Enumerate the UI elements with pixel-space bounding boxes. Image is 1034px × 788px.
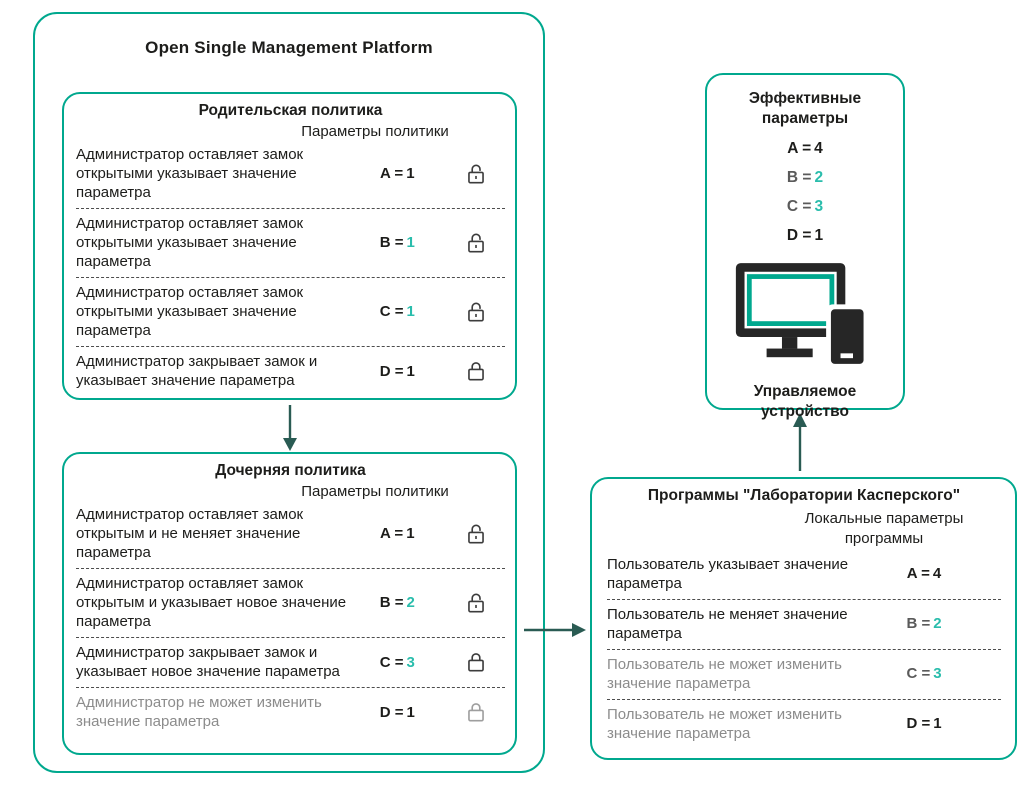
- row-param-value: [859, 715, 989, 732]
- param-number: 1: [406, 525, 415, 543]
- row-description: Пользователь не может изменить значение параметра: [607, 655, 842, 692]
- effective-params-box: [705, 73, 905, 421]
- row-description: Пользователь указывает значение параметра: [607, 555, 849, 592]
- row-param-value: [347, 654, 447, 671]
- row-param-value: [347, 363, 447, 380]
- closed-lock-icon: [447, 358, 505, 384]
- param-label: B =: [379, 234, 404, 252]
- parent-policy-column-header: Параметры политики: [301, 123, 449, 140]
- param-number: 2: [814, 169, 824, 187]
- table-row: [76, 278, 505, 347]
- kaspersky-apps-box: [590, 477, 1017, 760]
- child-policy-box: [62, 452, 517, 755]
- arrow-down-icon: [281, 405, 299, 451]
- param-number: 3: [406, 653, 415, 671]
- row-description: Пользователь не меняет значение параметра: [607, 605, 848, 642]
- param-label: A =: [906, 565, 930, 583]
- row-param-value: [347, 165, 447, 182]
- open-lock-icon: [447, 230, 505, 256]
- param-number: 1: [933, 715, 942, 733]
- platform-title: Open Single Management Platform: [145, 38, 433, 57]
- param-label: C =: [906, 665, 931, 683]
- row-param-value: [347, 594, 447, 611]
- param-label: C =: [379, 303, 404, 321]
- row-param-value: [859, 665, 989, 682]
- param-label: B =: [379, 594, 404, 612]
- closed-lock-icon: [447, 699, 505, 725]
- table-row: [76, 688, 505, 737]
- table-row: [76, 569, 505, 638]
- param-label: B =: [906, 615, 931, 633]
- open-lock-icon: [447, 521, 505, 547]
- row-param-value: [347, 303, 447, 320]
- row-param-value: [347, 234, 447, 251]
- param-label: A =: [787, 140, 812, 158]
- child-policy-column-header: Параметры политики: [301, 483, 449, 500]
- child-policy-title: Дочерняя политика: [215, 462, 366, 479]
- param-label: C =: [786, 198, 812, 216]
- table-row: [76, 347, 505, 396]
- open-lock-icon: [447, 299, 505, 325]
- param-label: B =: [786, 169, 812, 187]
- table-row: [76, 209, 505, 278]
- effective-params-title: Эффективные параметры: [748, 90, 862, 128]
- row-description: Администратор оставляет замок открытым и не меняет значение параметра: [76, 506, 304, 562]
- param-number: 3: [814, 198, 824, 216]
- parent-policy-title: Родительская политика: [198, 102, 383, 119]
- managed-device-icon: [733, 261, 877, 372]
- row-description: Пользователь не может изменить значение параметра: [607, 705, 842, 742]
- param-number: 3: [933, 665, 942, 683]
- table-row: [607, 600, 1001, 650]
- table-row: [76, 500, 505, 569]
- param-number: 1: [814, 227, 824, 245]
- param-number: 1: [406, 362, 415, 380]
- param-label: A =: [379, 165, 404, 183]
- row-param-value: [347, 525, 447, 542]
- row-description: Администратор закрывает замок и указывает новое значение параметра: [76, 644, 340, 681]
- param-number: 2: [933, 615, 942, 633]
- parent-policy-box: [62, 92, 517, 400]
- row-description: Администратор оставляет замок открытым и указывает новое значение параметра: [76, 575, 347, 631]
- row-param-value: [347, 704, 447, 721]
- param-number: 1: [406, 703, 415, 721]
- effective-param: [787, 140, 823, 158]
- param-label: D =: [379, 703, 404, 721]
- kaspersky-apps-column-header: Локальные параметры программы: [804, 510, 964, 548]
- table-row: [607, 700, 1001, 749]
- open-lock-icon: [447, 590, 505, 616]
- param-label: D =: [906, 715, 931, 733]
- row-description: Администратор оставляет замок открытыми указывает значение параметра: [76, 215, 304, 271]
- kaspersky-apps-rows: [607, 550, 1001, 753]
- row-param-value: [859, 565, 989, 582]
- param-number: 1: [406, 165, 415, 183]
- effective-param: [787, 227, 823, 245]
- managed-device-label: Управляемое устройство: [753, 383, 857, 421]
- param-label: D =: [379, 362, 404, 380]
- open-lock-icon: [447, 161, 505, 187]
- arrow-right-icon: [524, 621, 586, 639]
- param-label: C =: [379, 653, 404, 671]
- row-description: Администратор не может изменить значение параметра: [76, 694, 322, 731]
- child-policy-rows: [76, 500, 505, 747]
- row-description: Администратор закрывает замок и указывает значение параметра: [76, 353, 318, 390]
- table-row: [607, 650, 1001, 700]
- closed-lock-icon: [447, 649, 505, 675]
- param-label: D =: [786, 227, 812, 245]
- param-number: 1: [406, 303, 415, 321]
- parent-policy-rows: [76, 140, 505, 397]
- row-description: Администратор оставляет замок открытыми указывает значение параметра: [76, 284, 304, 340]
- param-number: 4: [932, 565, 942, 583]
- effective-param: [787, 198, 823, 216]
- param-number: 2: [406, 594, 415, 612]
- table-row: [76, 638, 505, 688]
- param-number: 1: [406, 234, 415, 252]
- kaspersky-apps-title: Программы "Лаборатории Касперского": [647, 487, 961, 504]
- row-param-value: [859, 615, 989, 632]
- table-row: [607, 550, 1001, 600]
- param-number: 4: [814, 140, 823, 158]
- effective-param: [787, 169, 823, 187]
- row-description: Администратор оставляет замок открытыми указывает значение параметра: [76, 146, 304, 202]
- param-label: A =: [379, 525, 404, 543]
- table-row: [76, 140, 505, 209]
